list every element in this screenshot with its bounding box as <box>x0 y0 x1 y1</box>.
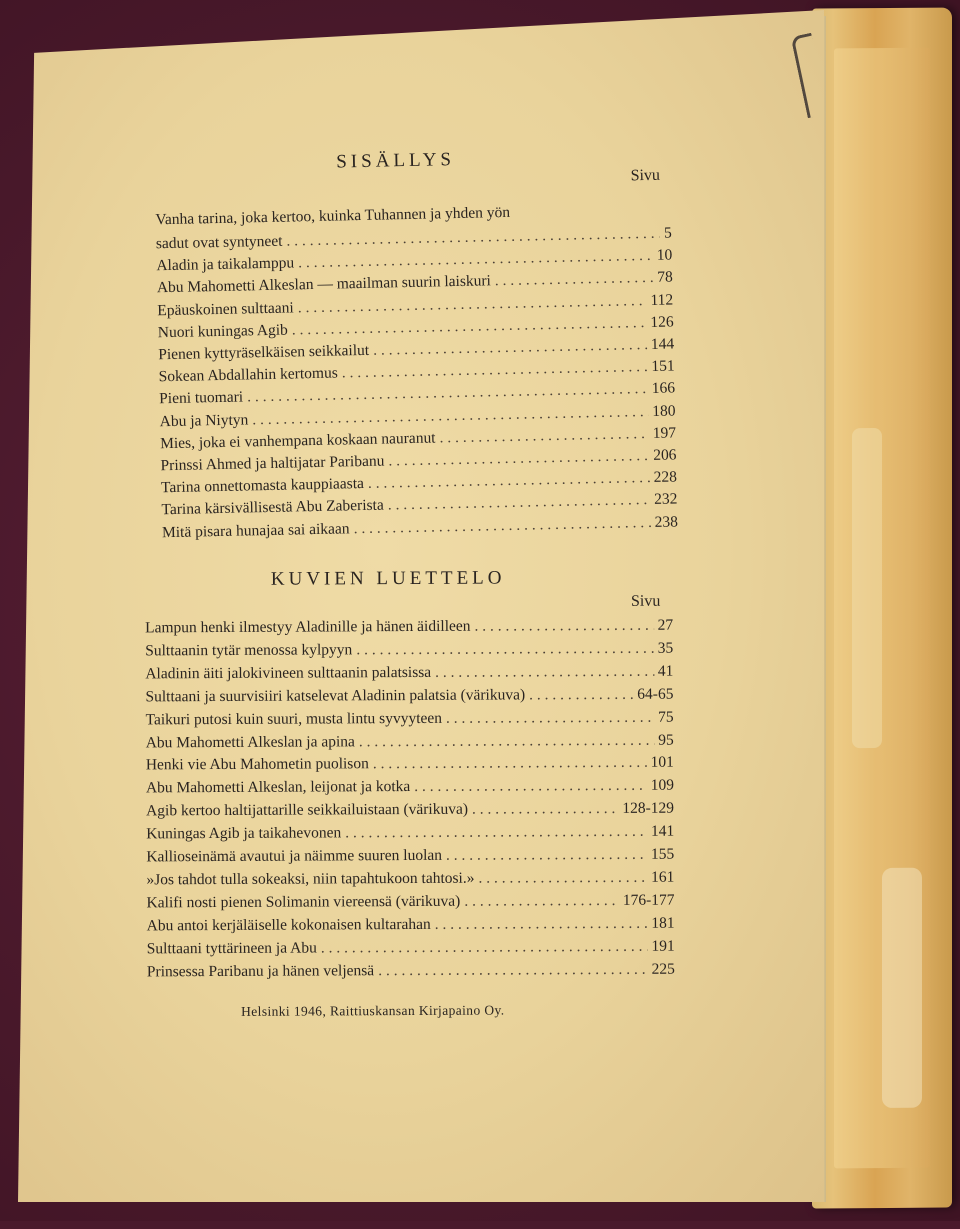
entry-page-number: 78 <box>657 268 673 287</box>
entry-page-number: 166 <box>651 379 676 398</box>
entry-page-number: 155 <box>650 845 675 863</box>
leader-dots <box>373 754 647 773</box>
list-item <box>145 640 673 666</box>
entry-page-number: 225 <box>651 960 675 978</box>
entry-title: Aladinin äiti jalokivineen sulttaanin palatsissa <box>145 663 432 683</box>
list-item <box>146 777 674 803</box>
list-item <box>146 846 674 872</box>
leader-dots <box>446 846 647 865</box>
entry-page-number: 197 <box>652 424 677 442</box>
toc-page-label: Sivu <box>630 166 661 185</box>
entry-page-number: 141 <box>650 822 675 840</box>
entry-page-number: 144 <box>650 335 675 353</box>
entry-page-number: 75 <box>658 708 674 726</box>
entry-title: Mitä pisara hunajaa sai aikaan <box>161 519 350 541</box>
entry-page-number: 228 <box>653 468 678 487</box>
entry-page-number: 238 <box>654 513 679 531</box>
list-item <box>146 869 674 895</box>
leader-dots <box>345 823 647 843</box>
entry-title: Abu Mahometti Alkeslan ja apina <box>145 732 355 751</box>
entry-page-number: 101 <box>650 754 674 772</box>
leader-dots <box>478 869 647 888</box>
entry-title: Tarina onnettomasta kauppiaasta <box>160 475 365 497</box>
entry-page-number: 151 <box>651 357 675 376</box>
entry-title: Lampun henki ilmestyy Aladinille ja hänen äidilleen <box>145 617 471 637</box>
entry-page-number: 95 <box>658 731 674 749</box>
list-item <box>147 960 675 986</box>
list-item <box>145 662 673 688</box>
list-item <box>146 731 674 757</box>
entry-page-number: 206 <box>653 446 677 464</box>
entry-page-number: 191 <box>651 937 675 955</box>
entry-title: Aladin ja taikalamppu <box>156 254 295 275</box>
leader-dots <box>321 937 648 957</box>
leader-dots <box>464 892 619 911</box>
entry-title: Pieni tuomari <box>159 388 244 408</box>
entry-title: Agib kertoo haltijattarille seikkailuistaan (värikuva) <box>146 800 469 820</box>
entry-title: Prinsessa Paribanu ja hänen veljensä <box>146 961 375 980</box>
imprint: Helsinki 1946, Raittiuskansan Kirjapaino Oy. <box>241 1002 505 1019</box>
entry-page-number: 176-177 <box>622 891 675 909</box>
entry-title: Mies, joka ei vanhempana koskaan nauranut <box>159 429 436 453</box>
entry-page-number: 41 <box>657 662 674 680</box>
entry-title: Prinssi Ahmed ja haltijatar Paribanu <box>160 452 385 475</box>
entry-page-number: 112 <box>650 291 674 309</box>
leader-dots <box>356 640 654 660</box>
entry-title: Henki vie Abu Mahometin puolison <box>145 755 369 774</box>
entry-page-number: 5 <box>663 224 672 242</box>
entry-title: Abu ja Niytyn <box>159 410 249 430</box>
entry-title: Abu Mahometti Alkeslan — maailman suurin laiskuri <box>156 272 492 297</box>
entry-title: Kalifi nosti pienen Solimanin viereensä (värikuva) <box>146 892 461 912</box>
list-item <box>146 800 674 826</box>
entry-page-number: 35 <box>657 639 674 657</box>
entry-title: Kallioseinämä avautui ja näimme suuren luolan <box>146 846 443 866</box>
entry-page-number: 128-129 <box>622 799 675 818</box>
leader-dots <box>529 686 633 705</box>
list-item <box>147 937 675 963</box>
list-item <box>145 617 673 643</box>
entry-title: Pienen kyttyräselkäisen seikkailut <box>158 341 370 364</box>
list-item <box>146 754 674 780</box>
entry-page-number: 126 <box>650 313 674 331</box>
entry-page-number: 10 <box>656 246 673 264</box>
entry-page-number: 27 <box>657 616 674 634</box>
toc-heading: SISÄLLYS <box>336 149 456 173</box>
list-item <box>147 914 675 940</box>
entry-title: Sulttaani tyttärineen ja Abu <box>146 939 317 957</box>
entry-page-number: 181 <box>651 914 675 932</box>
entry-title: Sulttaanin tytär menossa kylpyyn <box>145 641 353 660</box>
entry-page-number: 161 <box>651 868 675 886</box>
illustrations-heading: KUVIEN LUETTELO <box>270 567 506 590</box>
leader-dots <box>472 800 618 819</box>
list-item <box>146 823 674 849</box>
list-item <box>146 708 674 734</box>
leader-dots <box>446 708 654 727</box>
leader-dots <box>435 663 654 682</box>
leader-dots <box>378 960 648 979</box>
entry-title: »Jos tahdot tulla sokeaksi, niin tapahtukoon tahtosi.» <box>146 869 475 889</box>
entry-title: Taikuri putosi kuin suuri, musta lintu syvyyteen <box>145 709 443 728</box>
entry-page-number: 180 <box>652 402 676 420</box>
entry-title: Nuori kuningas Agib <box>157 321 288 342</box>
entry-title: Sokean Abdallahin kertomus <box>158 364 338 386</box>
leader-dots <box>474 617 653 636</box>
leader-dots <box>359 731 654 751</box>
entry-title: Abu antoi kerjäläiselle kokonaisen kultarahan <box>146 915 431 935</box>
entry-title: Abu Mahometti Alkeslan, leijonat ja kotka <box>145 778 411 797</box>
entry-page-number: 232 <box>653 490 678 509</box>
entry-title: Epäuskoinen sulttaani <box>157 299 294 319</box>
entry-title: Sulttaani ja suurvisiiri katselevat Aladinin palatsia (värikuva) <box>145 686 526 706</box>
entry-title: Tarina kärsivällisestä Abu Zaberista <box>161 496 384 519</box>
entry-page-number: 109 <box>650 776 674 795</box>
illustrations-page-label: Sivu <box>630 592 661 610</box>
entry-title: Kuningas Agib ja taikahevonen <box>146 824 342 843</box>
leader-dots <box>414 777 647 796</box>
list-item <box>146 891 674 917</box>
leader-dots <box>435 914 648 933</box>
list-item <box>145 685 673 711</box>
entry-title: sadut ovat syntyneet <box>155 232 283 253</box>
entry-page-number: 64-65 <box>637 685 674 703</box>
toc-entry-line: Vanha tarina, joka kertoo, kuinka Tuhannen ja yhden yön <box>155 203 511 229</box>
